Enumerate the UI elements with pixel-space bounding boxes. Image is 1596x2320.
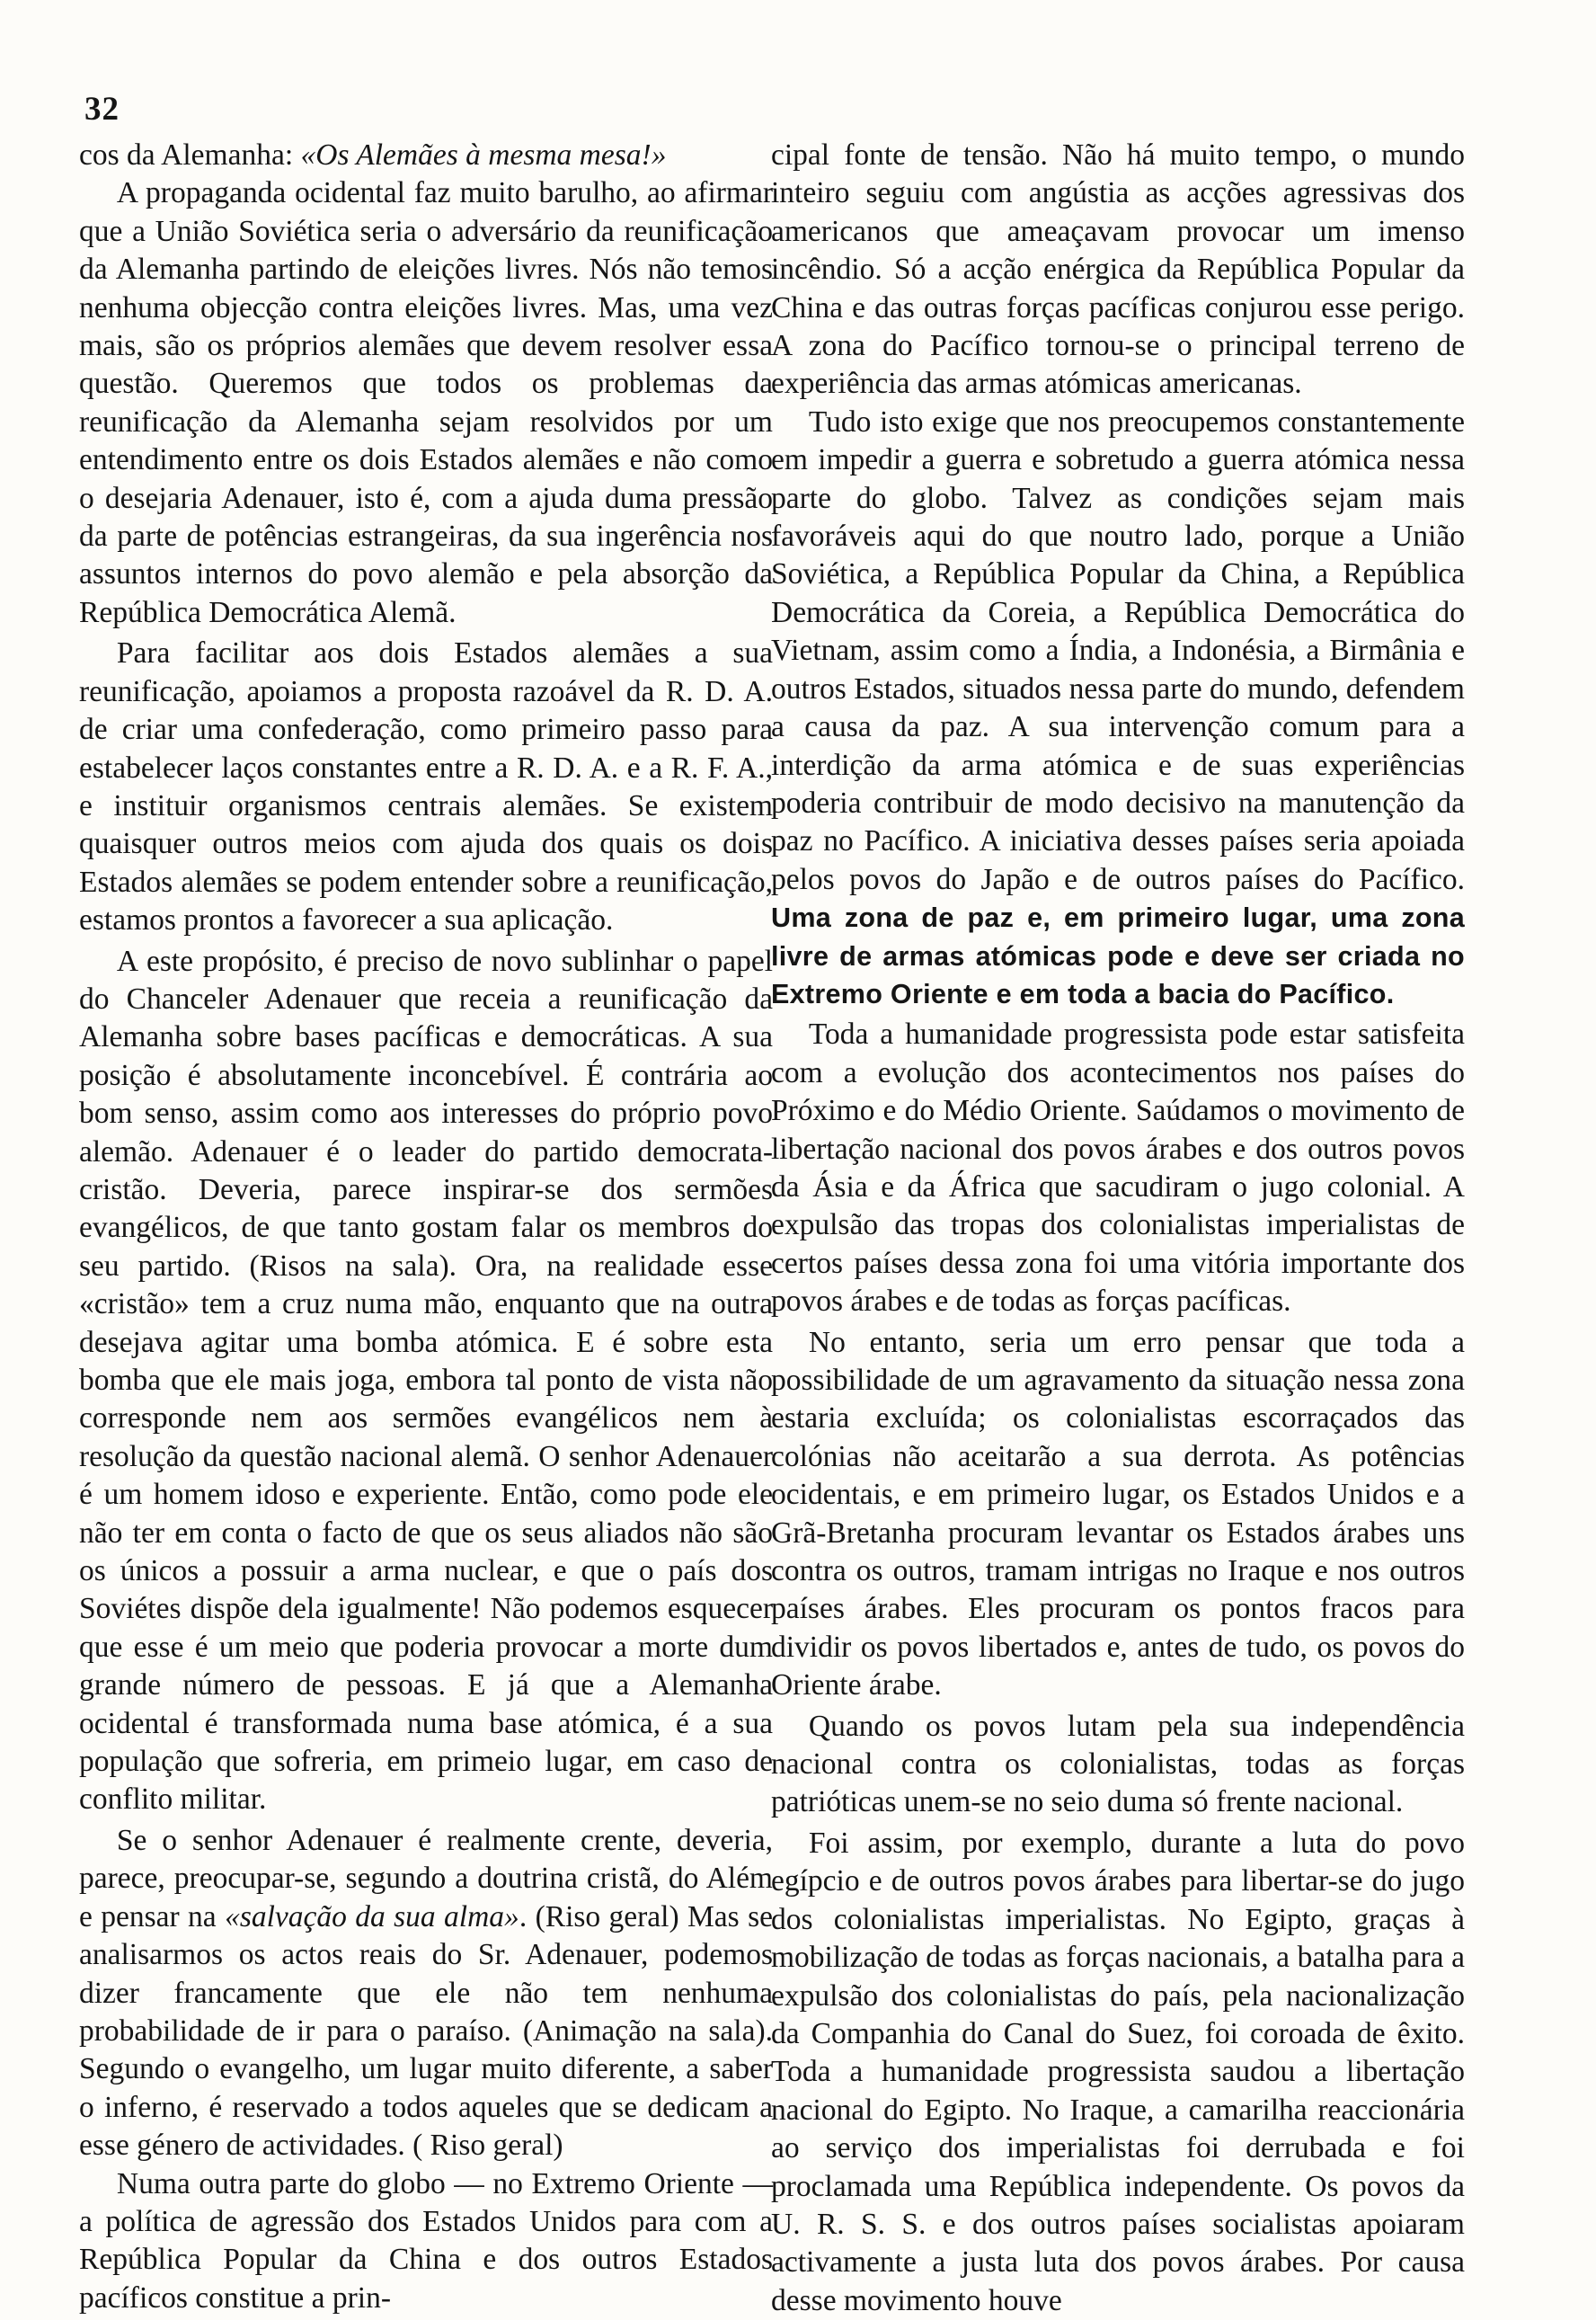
right-paragraph-5: Quando os povos lutam pela sua independência nacional contra os colonialistas, todas as forças patrióticas unem-se no seio duma só frente nacional.: [771, 1709, 1465, 1819]
right-paragraph-3: Toda a humanidade progressista pode estar satisfeita com a evolução dos acontecimentos nos países do Próximo e do Médio Oriente. Saúdamos o movimento de libertação nacional dos povos árabes e dos outros povos da Ásia e da África que sacudiram o jugo colonial. A expulsão das tropas dos colonialistas imperialistas de certos países dessa zona foi uma vitória importante dos povos árabes e de todas as forças pacíficas.: [771, 1018, 1465, 1319]
left-paragraph-4: A este propósito, é preciso de novo sublinhar o papel do Chanceler Adenauer que receia a reunificação da Alemanha sobre bases pacíficas e democráticas. A sua posição é absolutamente inconcebível. É contrária ao bom senso, assim como aos interesses do próprio povo alemão. Adenauer é o leader do partido democrata-cristão. Deveria, parece inspirar-se dos sermões evangélicos, de que tanto gostam falar os membros do seu partido. (Risos na sala). Ora, na realidade esse «cristão» tem a cruz numa mão, enquanto que na outra desejava agitar uma bomba atómica. E é sobre esta bomba que ele mais joga, embora tal ponto de vista não corresponde nem aos sermões evangélicos nem à resolução da questão nacional alemã. O senhor Adenauer é um homem idoso e experiente. Então, como pode ele não ter em conta o facto de que os seus aliados não são os únicos a possuir a arma nuclear, e que o país dos Soviétes dispõe dela igualmente! Não podemos esquecer que esse é um meio que poderia provocar a morte dum grande número de pessoas. E já que a Alemanha ocidental é transformada numa base atómica, é a sua população que sofreria, em primeio lugar, em caso de conflito militar.: [79, 944, 773, 1817]
emphasized-statement: Uma zona de paz e, em primeiro lugar, uma zona livre de armas atómicas pode e deve ser criada no Extremo Oriente e em toda a bacia do Pacífico.: [771, 902, 1465, 1009]
left-paragraph-5: [79, 1822, 773, 2165]
text-run: Tudo isto exige que nos preocupemos constantemente em impedir a guerra e sobretudo a guerra atómica nessa parte do globo. Talvez as condições sejam mais favoráveis aqui do que noutro lado, porque a União Soviética, a República Popular da China, a República Democrática da Coreia, a República Democrática do Vietnam, assim como a Índia, a Indonésia, a Birmânia e outros Estados, situados nessa parte do mundo, defendem a causa da paz. A sua intervenção comum para a interdição da arma atómica e de suas experiências poderia contribuir de modo decisivo na manutenção da paz no Pacífico. A iniciativa desses países seria apoiada pelos povos do Japão e de outros países do Pacífico.: [771, 404, 1465, 896]
quoted-slogan: «Os Alemães à mesma mesa!»: [300, 138, 667, 172]
right-column: [771, 137, 1465, 2320]
page-number: 32: [84, 91, 120, 128]
left-paragraph-3: Para facilitar aos dois Estados alemães a sua reunificação, apoiamos a proposta razoável da R. D. A. de criar uma confederação, como primeiro passo para estabelecer laços constantes entre a R. D. A. e a R. F. A., e instituir organismos centrais alemães. Se existem quaisquer outros meios com ajuda dos quais os dois Estados alemães se podem entender sobre a reunificação, estamos prontos a favorecer a sua aplicação.: [79, 636, 773, 938]
left-paragraph-1: [79, 137, 773, 174]
text-run: Se o senhor Adenauer é realmente crente, deveria, parece, preocupar-se, segundo a doutrina cristã, do Além e pensar na: [79, 1823, 773, 1933]
right-paragraph-6: Foi assim, por exemplo, durante a luta do povo egípcio e de outros povos árabes para libertar-se do jugo dos colonialistas imperialistas. No Egipto, graças à mobilização de todas as forças nacionais, a batalha para a expulsão dos colonialistas do país, pela nacionalização da Companhia do Canal do Suez, foi coroada de êxito. Toda a humanidade progressista saudou a libertação nacional do Egipto. No Iraque, a camarilha reaccionária ao serviço dos imperialistas foi derrubada e foi proclamada uma República independente. Os povos da U. R. S. S. e dos outros países socialistas apoiaram activamente a justa luta dos povos árabes. Por causa desse movimento houve: [771, 1826, 1465, 2317]
right-paragraph-4: No entanto, seria um erro pensar que toda a possibilidade de um agravamento da situação nessa zona estaria excluída; os colonialistas escorraçados das colónias não aceitarão a sua derrota. As potências ocidentais, e em primeiro lugar, os Estados Unidos e a Grã-Bretanha procuram levantar os Estados árabes uns contra os outros, tramam intrigas no Iraque e nos outros países árabes. Eles procuram os pontos fracos para dividir os povos libertados e, antes de tudo, os povos do Oriente árabe.: [771, 1325, 1465, 1702]
left-paragraph-2: A propaganda ocidental faz muito barulho, ao afirmar que a União Soviética seria o adversário da reunificação da Alemanha partindo de eleições livres. Nós não temos nenhuma objecção contra eleições livres. Mas, uma vez mais, são os próprios alemães que devem resolver essa questão. Queremos que todos os problemas da reunificação da Alemanha sejam resolvidos por um entendimento entre os dois Estados alemães e não como o desejaria Adenauer, isto é, com a ajuda duma pressão da parte de potências estrangeiras, da sua ingerência nos assuntos internos do povo alemão e pela absorção da República Democrática Alemã.: [79, 176, 773, 629]
italic-quote: «salvação da sua alma»: [225, 1899, 519, 1933]
continued-text: cos da Alemanha:: [79, 138, 301, 172]
right-paragraph-1: cipal fonte de tensão. Não há muito tempo, o mundo inteiro seguiu com angústia as acções agressivas dos americanos que ameaçavam provocar um imenso incêndio. Só a acção enérgica da República Popular da China e das outras forças pacíficas conjurou esse perigo. A zona do Pacífico tornou-se o principal terreno de experiência das armas atómicas americanas.: [771, 138, 1465, 401]
left-paragraph-6: Numa outra parte do globo — no Extremo Oriente — a política de agressão dos Estados Unidos para com a República Popular da China e dos outros Estados pacíficos constitue a prin-: [79, 2166, 773, 2315]
right-paragraph-2: [771, 404, 1465, 1014]
text-run: . (Riso geral) Mas se analisarmos os actos reais do Sr. Adenauer, podemos dizer francamente que ele não tem nenhuma probabilidade de ir para o paraíso. (Animação na sala). Segundo o evangelho, um lugar muito diferente, a saber o inferno, é reservado a todos aqueles que se dedicam a esse género de actividades. ( Riso geral): [79, 1899, 773, 2163]
left-column: [79, 137, 773, 2317]
